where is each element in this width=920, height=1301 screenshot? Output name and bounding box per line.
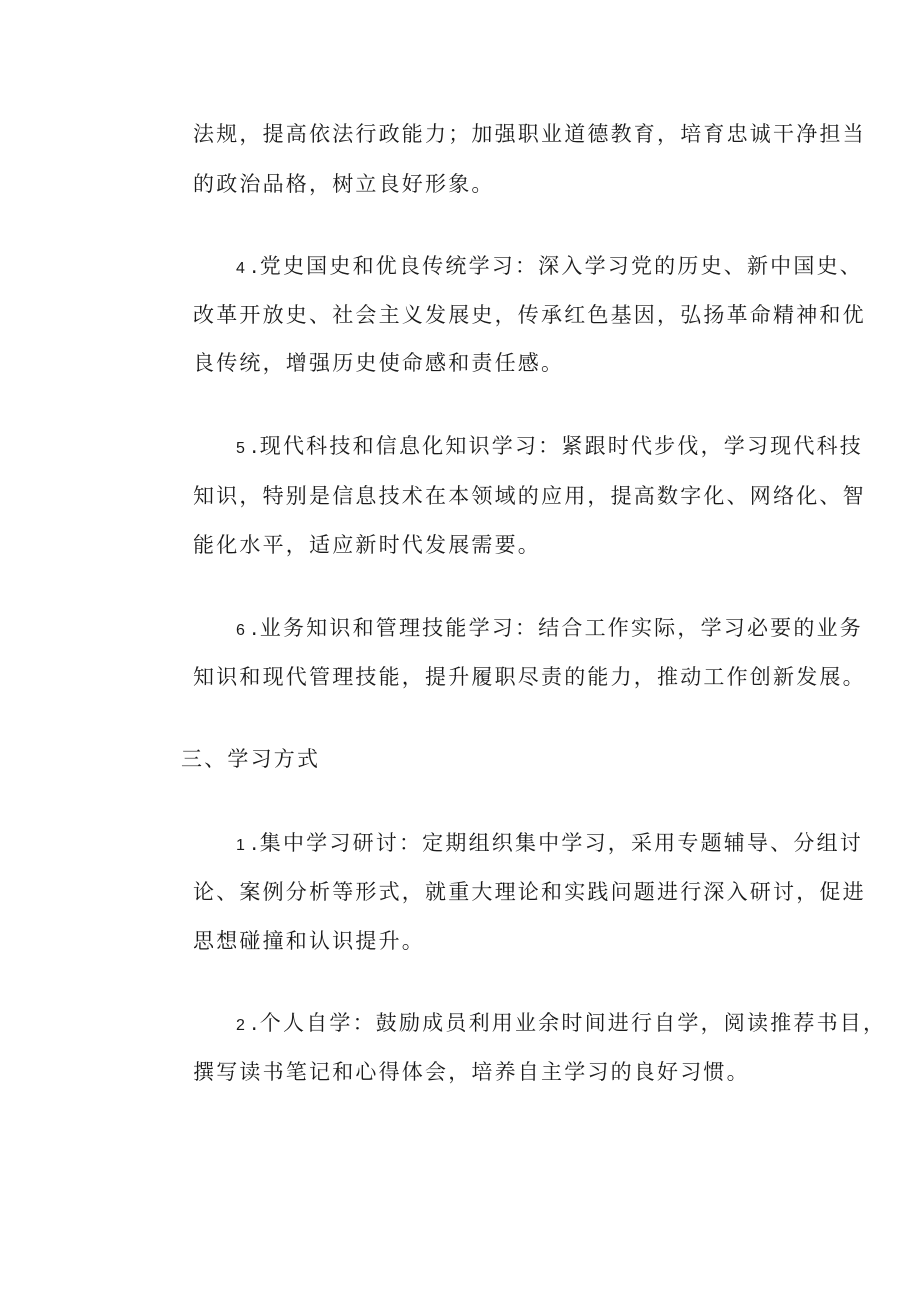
paragraph-line: 能化水平，适应新时代发展需要。	[193, 533, 541, 557]
paragraph-line: 撰写读书笔记和心得体会，培养自主学习的良好习惯。	[193, 1060, 750, 1084]
paragraph-line: 知识和现代管理技能，提升履职尽责的能力，推动工作创新发展。	[193, 665, 866, 689]
paragraph-line: 良传统，增强历史使命感和责任感。	[193, 351, 565, 375]
paragraph-line: 知识，特别是信息技术在本领域的应用，提高数字化、网络化、智	[193, 484, 866, 508]
paragraph-line: 法规，提高依法行政能力；加强职业道德教育，培育忠诚干净担当	[193, 122, 866, 146]
item-number: 4	[236, 260, 245, 277]
paragraph-line: 论、案例分析等形式，就重大理论和实践问题进行深入研讨，促进	[193, 880, 866, 904]
list-item-2-line-1: 2 .个人自学：鼓励成员利用业余时间进行自学，阅读推荐书目，	[236, 1011, 887, 1035]
list-item-4-line-1: 4 .党史国史和优良传统学习：深入学习党的历史、新中国史、	[236, 254, 863, 278]
paragraph-line: 思想碰撞和认识提升。	[193, 929, 425, 953]
paragraph-line: 改革开放史、社会主义发展史，传承红色基因，弘扬革命精神和优	[193, 303, 866, 327]
paragraph-line: 的政治品格，树立良好形象。	[193, 172, 495, 196]
section-heading: 三、学习方式	[181, 747, 321, 771]
list-item-5-line-1: 5 .现代科技和信息化知识学习：紧跟时代步伐，学习现代科技	[236, 434, 863, 458]
item-number: 2	[236, 1017, 245, 1034]
item-number: 1	[236, 837, 245, 854]
item-number: 5	[236, 440, 245, 457]
list-item-6-line-1: 6 .业务知识和管理技能学习：结合工作实际，学习必要的业务	[236, 616, 863, 640]
item-number: 6	[236, 622, 245, 639]
list-item-1-line-1: 1 .集中学习研讨：定期组织集中学习，采用专题辅导、分组讨	[236, 831, 863, 855]
